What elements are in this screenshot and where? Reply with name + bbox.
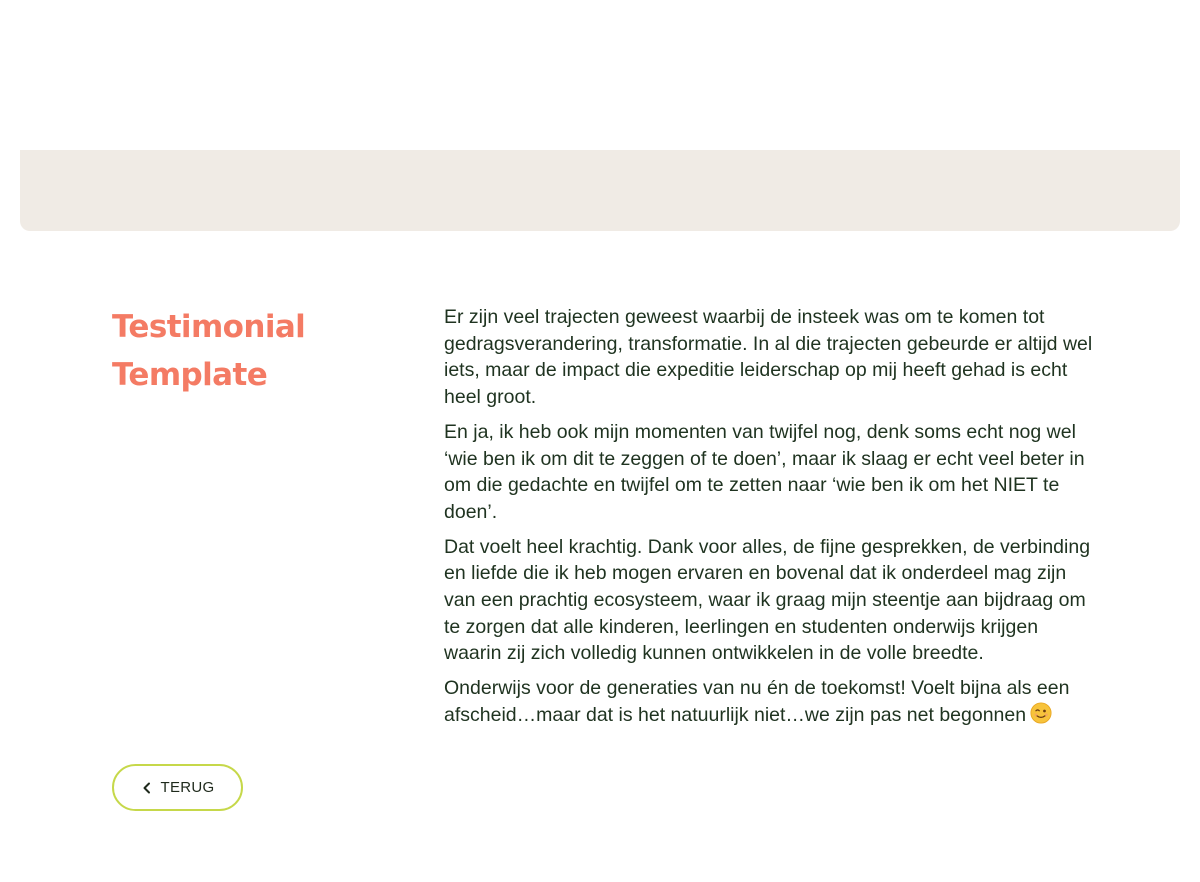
- page-title: [112, 303, 412, 399]
- testimonial-body: [444, 304, 1094, 737]
- testimonial-paragraph-2: En ja, ik heb ook mijn momenten van twijfel nog, denk soms echt nog wel ‘wie ben ik om dit te zeggen of te doen’, maar ik slaag er echt veel beter in om die gedachte en twijfel om te zetten naar ‘wie ben ik om het NIET te doen’.: [444, 420, 1085, 523]
- winking-face-emoji-icon: [1030, 702, 1052, 724]
- testimonial-paragraph-4: [444, 675, 1094, 728]
- hero-banner: [20, 150, 1180, 231]
- back-button-label: TERUG: [160, 779, 215, 796]
- testimonial-paragraph-4-text: Onderwijs voor de generaties van nu én de toekomst! Voelt bijna als een afscheid…maar dat is het natuurlijk niet…we zijn pas net begonnen: [444, 677, 1070, 726]
- page-title-line-1: Testimonial: [112, 309, 306, 345]
- testimonial-paragraph-1: Er zijn veel trajecten geweest waarbij de insteek was om te komen tot gedragsverandering, transformatie. In al die trajecten gebeurde er altijd wel iets, maar de impact die expeditie leiderschap op mij heeft gehad is echt heel groot.: [444, 306, 1093, 409]
- testimonial-paragraph-3: Dat voelt heel krachtig. Dank voor alles, de fijne gesprekken, de verbinding en liefde die ik heb mogen ervaren en bovenal dat ik onderdeel mag zijn van een prachtig ecosysteem, waar ik graag mijn steentje aan bijdraag om te zorgen dat alle kinderen, leerlingen en studenten onderwijs krijgen waarin zij zich volledig kunnen ontwikkelen in de volle breedte.: [444, 535, 1091, 665]
- page-title-line-2: Template: [112, 357, 268, 393]
- chevron-left-icon: [141, 782, 153, 794]
- title-column: [112, 303, 412, 399]
- back-button[interactable]: [112, 764, 243, 811]
